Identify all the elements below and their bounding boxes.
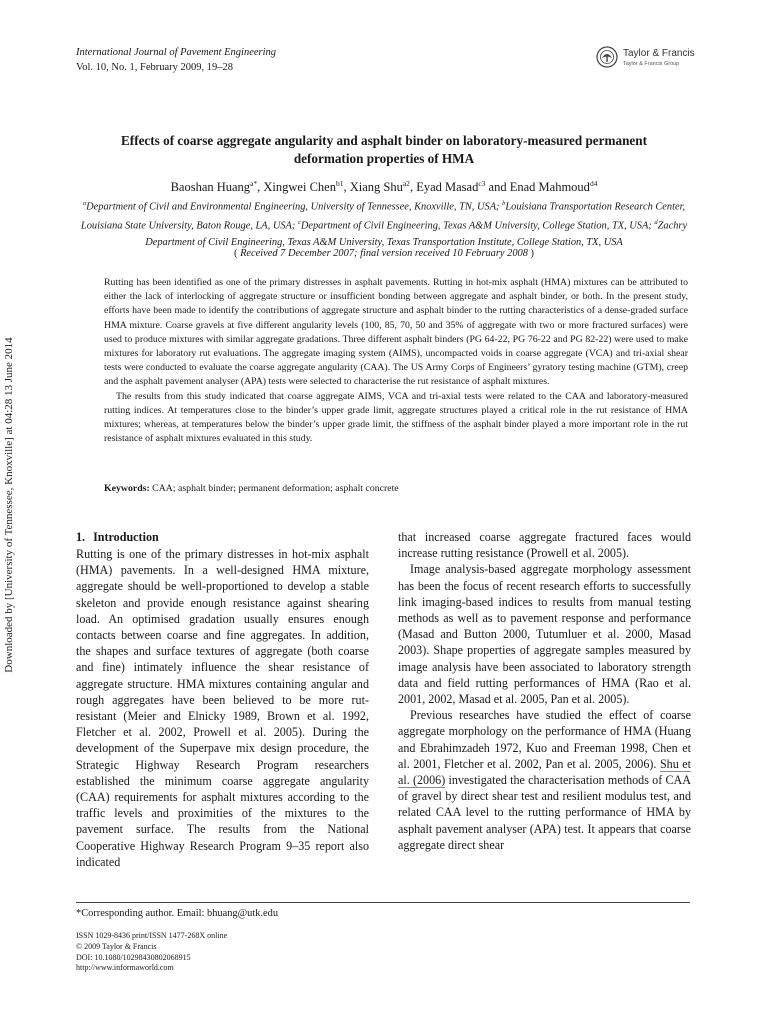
author-name: Xiang Shu — [349, 180, 403, 195]
footnote-divider — [76, 902, 690, 903]
body-paragraph: that increased coarse aggregate fractured faces would increase rutting resistance (Prowell et al. 2005). — [398, 530, 691, 561]
body-right-column — [398, 529, 691, 853]
keywords-label: Keywords: — [104, 483, 150, 494]
section-title: Introduction — [93, 530, 159, 544]
abstract — [104, 276, 688, 446]
publisher-group: Taylor & Francis Group — [623, 61, 680, 67]
corresponding-author-note: *Corresponding author. Email: bhuang@utk.edu — [76, 908, 279, 919]
journal-name: International Journal of Pavement Engineering — [76, 47, 277, 58]
copyright-line: © 2009 Taylor & Francis — [76, 941, 157, 951]
author-name: Xingwei Chen — [263, 180, 336, 195]
abstract-paragraph-1: Rutting has been identified as one of the primary distresses in asphalt pavements. Rutting in hot-mix asphalt (HMA) mixtures can be attributed to either the lack of interlocking of aggregate structure or insufficient bonding between aggregate and asphalt binder, or both. In the present study, efforts have been made to identify the contributions of aggregate structure and asphalt binder to the rutting characteristics of a dense-graded surface HMA mixture. Coarse gravels at five different angularity levels (100, 85, 70, 50 and 35% of aggregate with two or more fractured surfaces) were used to produce mixtures with similar aggregate gradations. Three different asphalt binders (PG 64-22, PG 76-22 and PG 82-22) were used to make mixtures for laboratory rut evaluations. The aggregate imaging system (AIMS), uncompacted voids in coarse aggregate (VCA) and tri-axial shear tests were conducted to evaluate the coarse aggregate angularity (CAA). The US Army Corps of Engineers’ gyratory testing machine (GTM), creep and the asphalt pavement analyser (APA) tests were selected to characterise the rut resistance of asphalt mixtures. — [104, 277, 688, 388]
title-line-1: Effects of coarse aggregate angularity and asphalt binder on laboratory-measured permanent — [121, 133, 647, 148]
section-heading — [76, 529, 159, 545]
download-watermark — [0, 0, 20, 1024]
affiliation-d: Zachry Department of Civil Engineering, Texas A&M University, Texas Transportation Institute, College Station, TX, USA — [145, 220, 688, 248]
keywords-text: CAA; asphalt binder; permanent deformation; asphalt concrete — [149, 483, 399, 494]
section-number: 1. — [76, 530, 86, 544]
issn-line: ISSN 1029-8436 print/ISSN 1477-268X online — [76, 931, 228, 940]
author-name: Enad Mahmoud — [509, 180, 590, 195]
keywords — [104, 482, 688, 496]
abstract-paragraph-2: The results from this study indicated that coarse aggregate AIMS, VCA and tri-axial tests were related to the CAA and laboratory-measured rutting indices. At temperatures close to the binder’s upper grade limit, aggregate structures played a critical role in the rut resistance of HMA mixtures; whereas, at temperatures below the binder’s upper grade limit, the stiffness of the asphalt binder played a more important role in the rut resistance of asphalt mixtures evaluated in this study. — [104, 390, 688, 445]
download-watermark-text: Downloaded by [University of Tennessee, Knoxville] at 04:28 13 June 2014 — [3, 337, 15, 673]
publisher-emblem-icon — [596, 46, 618, 68]
publication-info — [76, 931, 227, 974]
doi-line: DOI: 10.1080/10298430802068915 — [76, 952, 191, 962]
publisher-logo[interactable] — [596, 46, 706, 76]
body-paragraph: Rutting is one of the primary distresses in hot-mix asphalt (HMA) pavements. In a well-designed HMA mixture, aggregate should be well-proportioned to develop a stable skeleton and provide enough resistance against shearing load. An optimised gradation usually ensures enough contacts between coarse and fine aggregates. In addition, the shapes and surface textures of aggregate (both coarse and fine) intimately influence the shear resistance of aggregate structure. HMA mixtures containing angular and rough aggregates have been believed to be more rut-resistant (Meier and Elnicky 1989, Brown et al. 1992, Fletcher et al. 2002, Prowell et al. 2005). During the development of the Superpave mix design procedure, the Strategic Highway Research Program researchers established the minimum coarse aggregate angularity (CAA) requirements for asphalt mixtures according to the traffic levels and proximities of the mixtures to the pavement surface. The results from the National Cooperative Highway Research Program 9–35 report also indicated — [76, 547, 369, 869]
author-name: Eyad Masad — [416, 180, 479, 195]
author-name: Baoshan Huang — [170, 180, 251, 195]
affiliations: $^a$Department of Civil and Environmental Engineering, University of Tennessee, Knoxville, TN, USA; $^b$Louisiana Transportation Research Center, Louisiana State University, Baton Rouge, LA, USA; $^c$Department of Civil Engineering, Texas A&M University, College Station, TX, USA; $^d$Zachry Department of Civil Engineering, Texas A&M University, Texas Transportation Institute, College Station, TX, USA — [80, 200, 688, 248]
publisher-url[interactable]: http://www.informaworld.com — [76, 963, 174, 973]
article-title — [76, 132, 692, 168]
title-line-2: deformation properties of HMA — [293, 151, 475, 166]
affiliation-c: Department of Civil Engineering, Texas A&M University, College Station, TX, USA; — [300, 220, 655, 232]
received-dates: ( Received 7 December 2007; final version received 10 February 2008 ) — [234, 248, 534, 259]
affiliation-b: Louisiana Transportation Research Center, Louisiana State University, Baton Rouge, LA, USA; — [80, 201, 686, 232]
author-affiliation-mark: c3 — [478, 179, 486, 188]
author-affiliation-mark: d4 — [589, 179, 598, 188]
author-affiliation-mark: b1 — [335, 179, 344, 188]
affiliation-a: Department of Civil and Environmental Engineering, University of Tennessee, Knoxville, TN, USA; — [86, 201, 503, 213]
citation-link[interactable]: Shu et al. (2006) — [398, 756, 691, 788]
body-left-column — [76, 546, 369, 870]
body-paragraph: Previous researches have studied the effect of coarse aggregate morphology on the performance of HMA (Huang and Ebrahimzadeh 1972, Kuo and Freeman 1998, Chen et al. 2001, Fletcher et al. 2002, Pan et al. 2005, 2006). Shu et al. (2006) investigated the characterisation methods of CAA of gravel by direct shear test and resilient modulus test, and related CAA level to the rutting performance of HMA by asphalt pavement analyser (APA) test. It appears that coarse aggregate direct shear — [398, 708, 691, 852]
body-paragraph: Image analysis-based aggregate morphology assessment has been the focus of recent research efforts to successfully link imaging-based indices to results from manual testing methods as well as to pavement response and performance (Masad and Button 2000, Tutumluer et al. 2000, Masad 2003). Shape properties of aggregate samples measured by image analysis have been associated to laboratory strength data and field rutting performances of HMA (Rao et al. 2001, 2002, Masad et al. 2005, Pan et al. 2005). — [398, 562, 691, 707]
received-text: Received 7 December 2007; final version received 10 February 2008 — [240, 248, 528, 259]
author-list: Baoshan Huang$^{a*}$, Xingwei Chen$^{b1}$, Xiang Shu$^{a2}$, Eyad Masad$^{c3}$ and Enad Mahmoud$^{d4}$ — [170, 179, 598, 195]
publisher-name: Taylor & Francis — [623, 48, 695, 59]
author-affiliation-mark: a2 — [402, 179, 410, 188]
journal-volume: Vol. 10, No. 1, February 2009, 19–28 — [76, 62, 234, 73]
author-affiliation-mark: a* — [250, 179, 258, 188]
